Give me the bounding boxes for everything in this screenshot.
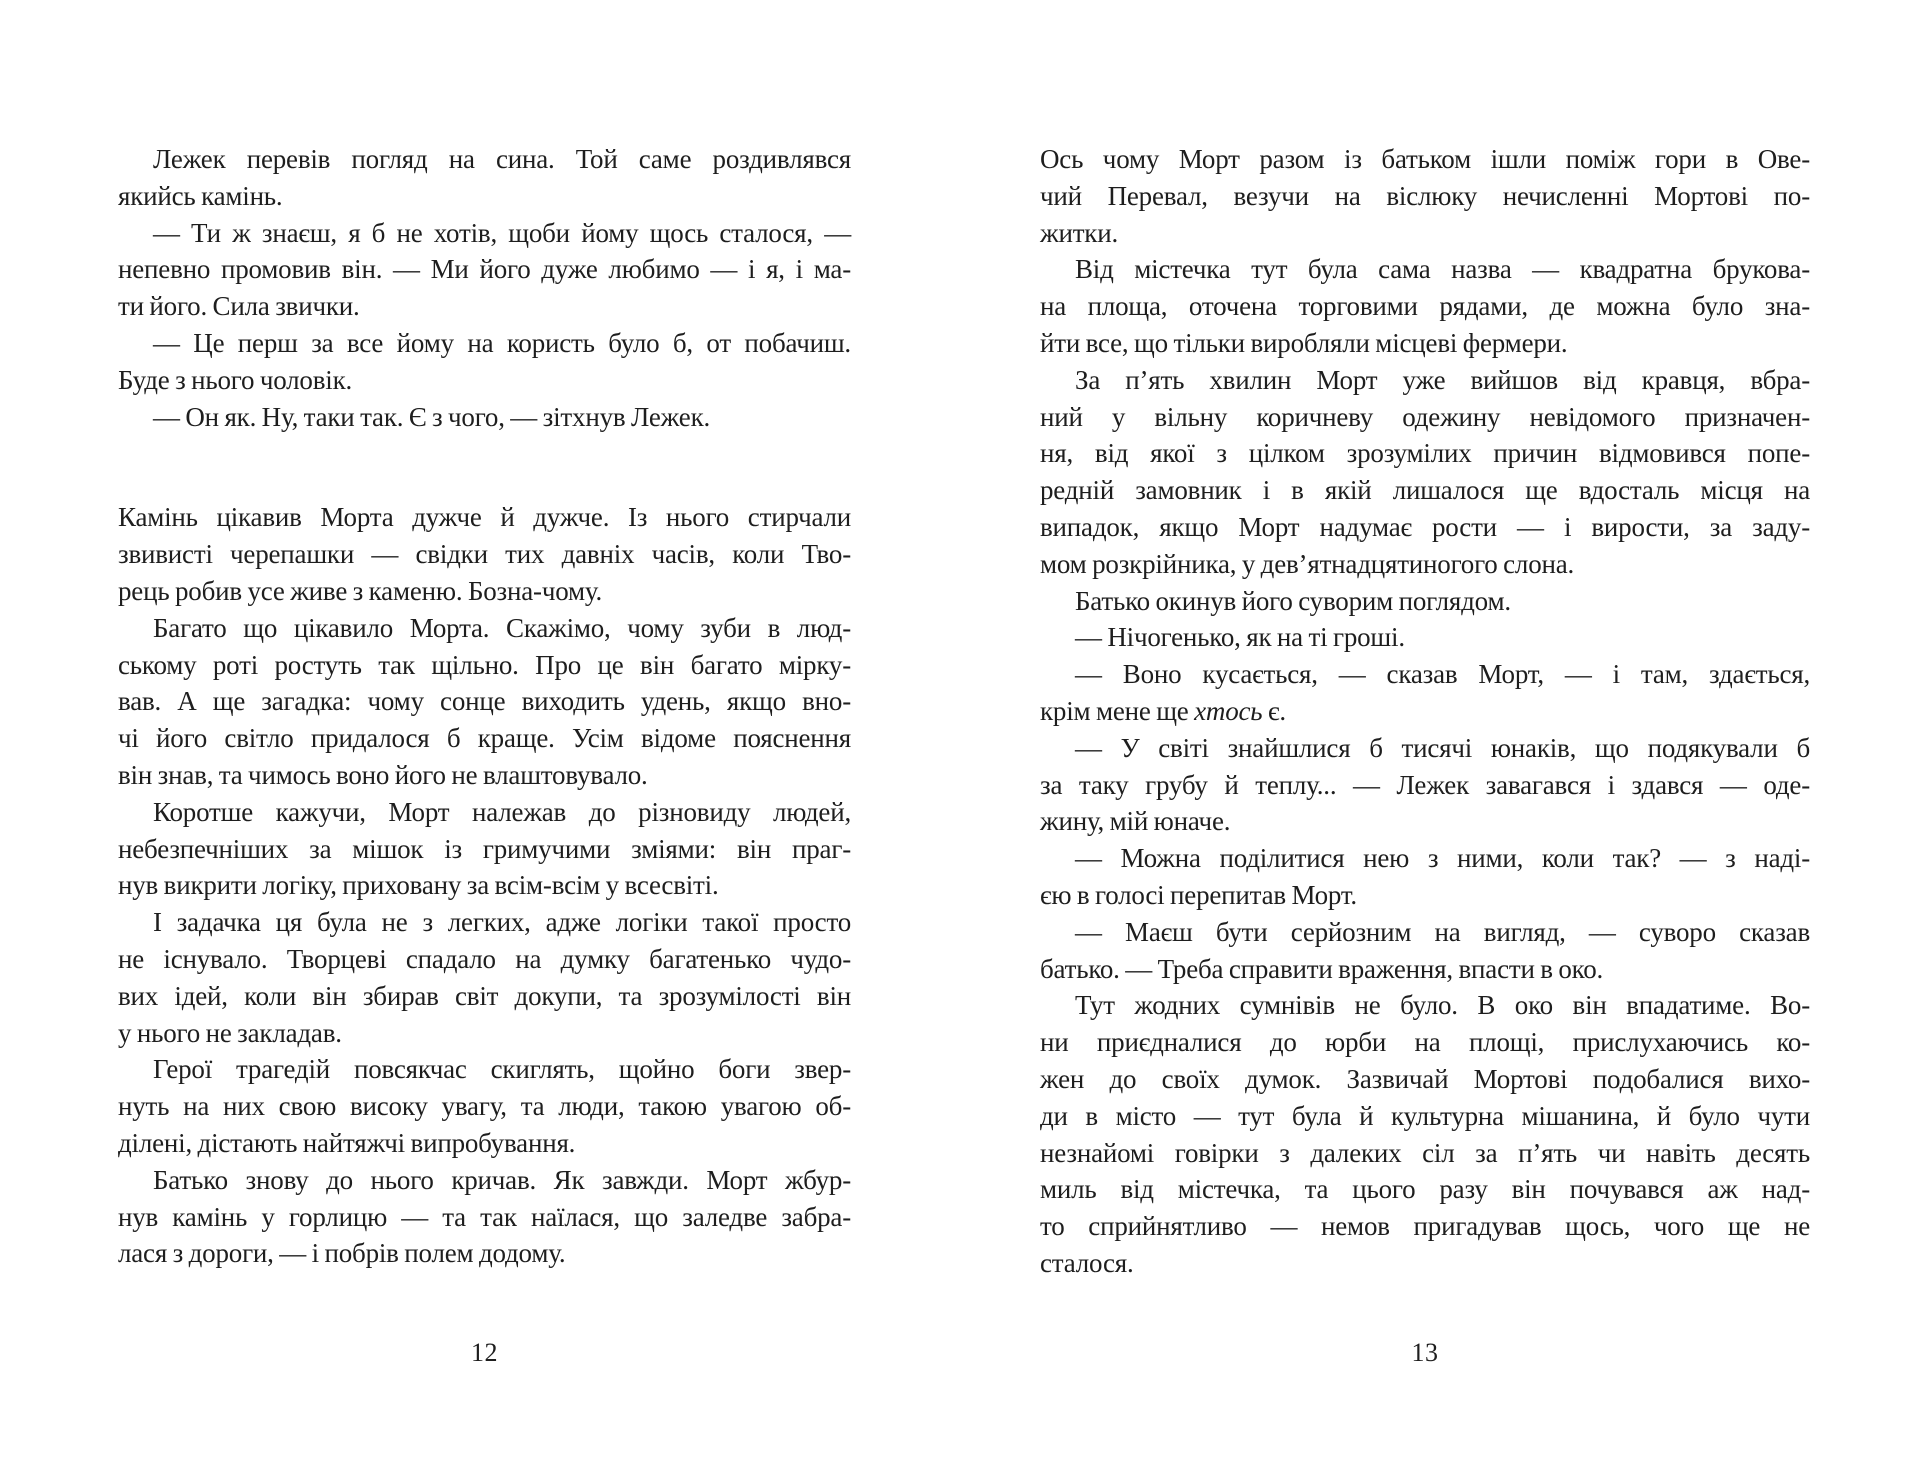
text-line — [1040, 215, 1810, 252]
text-line — [1040, 840, 1810, 877]
text-line — [118, 904, 851, 941]
text-line — [1040, 987, 1810, 1024]
text-segment: Ось чому Морт разом із батьком ішли поміж гори в Ове- — [1040, 144, 1810, 174]
text-line — [118, 978, 851, 1015]
text-segment: сталося. — [1040, 1247, 1134, 1278]
text-segment: вав. А ще загадка: чому сонце виходить удень, якщо вно- — [118, 686, 851, 717]
text-segment: він знав, та чимось воно його не влаштовувало. — [118, 759, 648, 790]
text-line — [1040, 730, 1810, 767]
text-segment: ни приєдналися до юрби на площі, прислухаючись ко- — [1040, 1027, 1810, 1058]
text-segment: ня, від якої з цілком зрозумілих причин відмовився попе- — [1040, 438, 1810, 469]
text-segment: не існувало. Творцеві спадало на думку багатенько чудо- — [118, 943, 851, 974]
right-text-block — [1040, 141, 1810, 1282]
paragraph — [1040, 730, 1810, 840]
text-segment: чий Перевал, везучи на віслюку нечисленні Мортові по- — [1040, 180, 1810, 211]
text-segment: на площа, оточена торговими рядами, де можна було зна- — [1040, 291, 1810, 322]
text-segment: За п’ять хвилин Морт уже вийшов від кравця, вбра- — [1075, 364, 1810, 395]
right-page — [960, 0, 1920, 1477]
text-segment: є. — [1262, 695, 1286, 726]
paragraph — [1040, 987, 1810, 1281]
text-segment: крім мене ще — [1040, 695, 1195, 726]
text-segment: ділені, дістають найтяжчі випробування. — [118, 1127, 576, 1158]
text-segment: ний у вільну коричневу одежину невідомого призначен- — [1040, 401, 1810, 432]
text-line — [1040, 1024, 1810, 1061]
paragraph — [118, 325, 851, 399]
text-segment: звивисті черепашки — свідки тих давніх часів, коли Тво- — [118, 539, 851, 570]
text-line — [1040, 1061, 1810, 1098]
text-line — [1040, 693, 1810, 730]
text-segment: житки. — [1040, 217, 1119, 248]
text-line — [118, 141, 851, 178]
text-segment: — Це перш за все йому на користь було б, от побачиш. — [153, 327, 851, 358]
text-line — [1040, 656, 1810, 693]
text-segment: за таку грубу й теплу... — Лежек завагався і здався — оде- — [1040, 769, 1810, 800]
text-line — [118, 647, 851, 684]
paragraph — [1040, 840, 1810, 914]
text-line — [118, 720, 851, 757]
text-line — [1040, 546, 1810, 583]
right-page-number: 13 — [1411, 1338, 1439, 1367]
text-segment: Від містечка тут була сама назва — квадратна брукова- — [1075, 254, 1810, 285]
text-line — [118, 325, 851, 362]
text-line — [1040, 914, 1810, 951]
paragraph — [1040, 914, 1810, 988]
text-segment: чі його світло придалося б краще. Усім відоме пояснення — [118, 723, 851, 754]
text-segment: батько. — Треба справити враження, впасти в око. — [1040, 953, 1604, 984]
text-segment: Батько окинув його суворим поглядом. — [1075, 585, 1511, 616]
text-line — [118, 1015, 851, 1052]
paragraph — [118, 215, 851, 325]
text-line — [1040, 178, 1810, 215]
text-line — [118, 251, 851, 288]
text-line — [118, 288, 851, 325]
text-line — [1040, 951, 1810, 988]
paragraph — [118, 399, 851, 436]
text-line — [118, 794, 851, 831]
text-segment: Камінь цікавив Морта дужче й дужче. Із нього стирчали — [118, 502, 851, 533]
text-line — [118, 757, 851, 794]
paragraph — [1040, 583, 1810, 620]
text-line — [1040, 141, 1810, 178]
text-line — [118, 399, 851, 436]
text-segment: — Ти ж знаєш, я б не хотів, щоби йому щось сталося, — — [153, 217, 851, 248]
text-segment: — Маєш бути серйозним на вигляд, — суворо сказав — [1075, 916, 1810, 947]
text-line — [1040, 877, 1810, 914]
left-page-number: 12 — [471, 1338, 498, 1367]
text-segment: нуть на них свою високу увагу, та люди, такою увагою об- — [118, 1091, 851, 1122]
text-segment: випадок, якщо Морт надумає рости — і вирости, за заду- — [1040, 511, 1810, 542]
text-line — [118, 683, 851, 720]
paragraph — [118, 904, 851, 1051]
text-segment: лася з дороги, — і побрів полем додому. — [118, 1238, 566, 1269]
paragraph — [118, 499, 851, 609]
paragraph — [118, 610, 851, 794]
text-segment: — У світі знайшлися б тисячі юнаків, що подякували б — [1075, 732, 1810, 763]
text-segment: Батько знову до нього кричав. Як завжди. Морт жбур- — [153, 1164, 851, 1195]
text-segment: І задачка ця була не з легких, адже логіки такої просто — [153, 907, 851, 938]
text-segment: Лежек перевів погляд на сина. Той саме роздивлявся — [153, 144, 851, 174]
text-segment: нув викрити логіку, приховану за всім-всім у всесвіті. — [118, 870, 719, 901]
italic-text-segment: хтось — [1194, 695, 1263, 726]
text-line — [1040, 1098, 1810, 1135]
text-line — [118, 1162, 851, 1199]
text-line — [1040, 1245, 1810, 1282]
text-line — [1040, 288, 1810, 325]
paragraph — [1040, 141, 1810, 251]
text-line — [1040, 1208, 1810, 1245]
text-line — [1040, 1135, 1810, 1172]
text-line — [118, 610, 851, 647]
text-line — [118, 178, 851, 215]
text-segment: якийсь камінь. — [118, 180, 283, 211]
paragraph — [1040, 251, 1810, 361]
text-segment: ти його. Сила звички. — [118, 291, 360, 322]
text-line — [1040, 1171, 1810, 1208]
text-line — [1040, 325, 1810, 362]
left-text-block — [118, 141, 851, 1272]
text-line — [1040, 362, 1810, 399]
paragraph — [118, 1162, 851, 1272]
text-line — [1040, 472, 1810, 509]
text-segment: ди в місто — тут була й культурна мішанина, й було чути — [1040, 1100, 1810, 1131]
text-segment: вих ідей, коли він збирав світ докупи, та зрозумілості він — [118, 980, 851, 1011]
text-segment: нув камінь у горлицю — та так наїлася, що заледве забра- — [118, 1201, 851, 1232]
text-segment: Буде з нього чоловік. — [118, 364, 353, 395]
text-segment: єю в голосі перепитав Морт. — [1040, 879, 1357, 910]
text-segment: у нього не закладав. — [118, 1017, 342, 1048]
text-segment: Тут жодних сумнівів не було. В око він впадатиме. Во- — [1075, 990, 1810, 1021]
text-line — [1040, 251, 1810, 288]
text-line — [118, 1235, 851, 1272]
text-segment: незнайомі говірки з далеких сіл за п’ять чи навіть десять — [1040, 1137, 1810, 1168]
text-line — [118, 536, 851, 573]
text-line — [118, 1125, 851, 1162]
text-segment: жен до своїх думок. Зазвичай Мортові подобалися вихо- — [1040, 1063, 1810, 1094]
text-segment: Коротше кажучи, Морт належав до різновиду людей, — [153, 796, 851, 827]
text-line — [118, 831, 851, 868]
text-segment: — Нічогенько, як на ті гроші. — [1075, 622, 1405, 653]
text-segment: жину, мій юначе. — [1040, 806, 1231, 837]
text-segment: — Воно кусається, — сказав Морт, — і там, здається, — [1075, 659, 1810, 690]
text-segment: небезпечніших за мішок із гримучими зміями: він праг- — [118, 833, 851, 864]
paragraph — [118, 141, 851, 215]
text-segment: миль від містечка, та цього разу він почувався аж над- — [1040, 1174, 1810, 1205]
text-line — [118, 499, 851, 536]
text-line — [1040, 767, 1810, 804]
text-line — [118, 573, 851, 610]
text-segment: непевно промовив він. — Ми його дуже любимо — і я, і ма- — [118, 254, 851, 285]
paragraph — [1040, 619, 1810, 656]
text-segment: Герої трагедій повсякчас скиглять, щойно боги звер- — [153, 1054, 851, 1085]
text-segment: — Он як. Ну, таки так. Є з чого, — зітхнув Лежек. — [153, 401, 711, 432]
text-segment: — Можна поділитися нею з ними, коли так? — з наді- — [1075, 843, 1810, 874]
text-line — [118, 867, 851, 904]
text-line — [1040, 803, 1810, 840]
text-segment: то сприйнятливо — немов пригадував щось, чого ще не — [1040, 1211, 1810, 1242]
text-line — [1040, 583, 1810, 620]
text-segment: рець робив усе живе з каменю. Бозна-чому. — [118, 575, 603, 606]
paragraph — [1040, 362, 1810, 583]
text-line — [1040, 619, 1810, 656]
text-line — [1040, 435, 1810, 472]
text-line — [118, 1199, 851, 1236]
text-segment: редній замовник і в якій лишалося ще вдосталь місця на — [1040, 475, 1810, 506]
text-line — [118, 941, 851, 978]
text-segment: ському роті ростуть так щільно. Про це він багато мірку- — [118, 649, 851, 680]
text-segment: йти все, що тільки виробляли місцеві фермери. — [1040, 327, 1568, 358]
text-line — [118, 362, 851, 399]
paragraph — [118, 1051, 851, 1161]
text-line — [118, 215, 851, 252]
text-line — [118, 1051, 851, 1088]
paragraph — [118, 794, 851, 904]
text-line — [1040, 509, 1810, 546]
text-segment: Багато що цікавило Морта. Скажімо, чому зуби в люд- — [153, 612, 851, 643]
text-segment: мом розкрійника, у дев’ятнадцятиногого слона. — [1040, 548, 1575, 579]
paragraph — [1040, 656, 1810, 730]
text-line — [1040, 399, 1810, 436]
text-line — [118, 1088, 851, 1125]
